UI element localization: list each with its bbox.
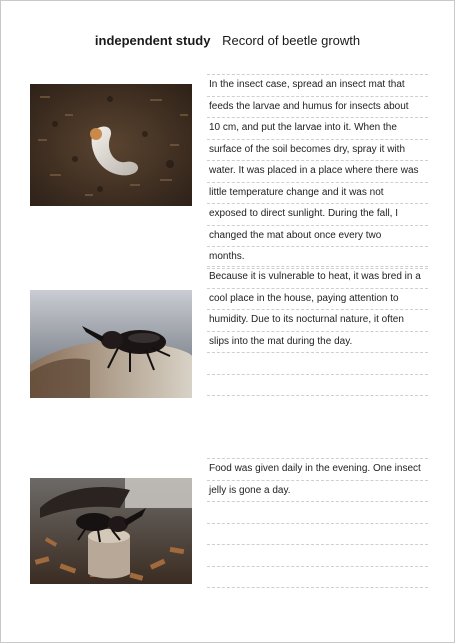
note-line <box>207 502 428 524</box>
growth-notes-3 <box>207 458 428 588</box>
note-line: feeds the larvae and humus for insects about <box>207 97 428 119</box>
note-line: changed the mat about once every two <box>207 226 428 248</box>
note-line <box>207 567 428 589</box>
note-line: 10 cm, and put the larvae into it. When the <box>207 118 428 140</box>
growth-notes-2 <box>207 266 428 396</box>
note-line: humidity. Due to its nocturnal nature, it often <box>207 310 428 332</box>
note-line: Because it is vulnerable to heat, it was bred in a <box>207 266 428 289</box>
note-line: surface of the soil becomes dry, spray it with <box>207 140 428 162</box>
note-line <box>207 545 428 567</box>
study-kind-label: independent study <box>94 33 211 48</box>
note-line <box>207 524 428 546</box>
larva-on-humus-photo <box>30 84 192 206</box>
note-line <box>207 375 428 397</box>
growth-notes-1 <box>207 74 428 269</box>
note-line: exposed to direct sunlight. During the fall, I <box>207 204 428 226</box>
beetle-on-stump-photo <box>30 478 192 584</box>
note-line: water. It was placed in a place where there was <box>207 161 428 183</box>
note-line: months. <box>207 247 428 269</box>
note-line: In the insect case, spread an insect mat that <box>207 74 428 97</box>
note-line: little temperature change and it was not <box>207 183 428 205</box>
note-line: cool place in the house, paying attention to <box>207 289 428 311</box>
note-line: jelly is gone a day. <box>207 481 428 503</box>
page-header <box>0 33 455 48</box>
note-line: slips into the mat during the day. <box>207 332 428 354</box>
note-line: Food was given daily in the evening. One insect <box>207 458 428 481</box>
note-line <box>207 353 428 375</box>
page-title: Record of beetle growth <box>222 33 361 48</box>
rhinoceros-beetle-on-wood-photo <box>30 290 192 398</box>
